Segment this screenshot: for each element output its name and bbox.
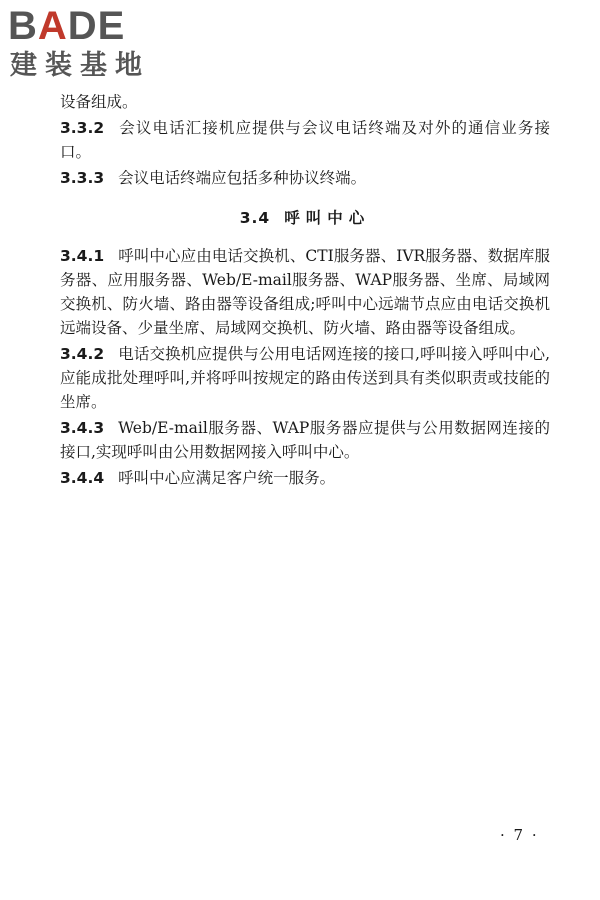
clause-text: 电话交换机应提供与公用电话网连接的接口,呼叫接入呼叫中心,应能成批处理呼叫,并将呼叫按规定的路由传送到具有类似职责或技能的坐席。: [60, 345, 550, 411]
clause-text: 会议电话汇接机应提供与会议电话终端及对外的通信业务接口。: [60, 119, 550, 161]
clause-3-4-1: [60, 244, 550, 340]
clause-text: 呼叫中心应满足客户统一服务。: [118, 469, 336, 487]
logo-letters-de: DE: [67, 4, 126, 48]
clause-number: 3.3.2: [60, 119, 105, 137]
clause-number: 3.4.2: [60, 345, 105, 363]
intro-fragment: 设备组成。: [60, 93, 138, 111]
clause-text: 呼叫中心应由电话交换机、CTI服务器、IVR服务器、数据库服务器、应用服务器、Web/E-mail服务器、WAP服务器、坐席、局域网交换机、防火墙、路由器等设备组成;呼叫中心远端节点应由电话交换机远端设备、少量坐席、局域网交换机、防火墙、路由器等设备组成。: [60, 247, 550, 337]
section-number: 3.4: [239, 209, 271, 227]
page-number: · 7 ·: [500, 826, 539, 844]
logo-subtitle: 建装基地: [10, 50, 150, 81]
bade-logo: [8, 6, 178, 86]
logo-letter-a: A: [37, 4, 68, 48]
clause-3-4-4: [60, 466, 550, 490]
clause-number: 3.3.3: [60, 169, 105, 187]
section-title: 呼叫中心: [284, 209, 371, 227]
clause-3-4-2: [60, 342, 550, 414]
clause-text: Web/E-mail服务器、WAP服务器应提供与公用数据网连接的接口,实现呼叫由公用数据网接入呼叫中心。: [60, 419, 550, 461]
clause-text: 会议电话终端应包括多种协议终端。: [118, 169, 367, 187]
logo-wordmark: [8, 6, 125, 46]
clause-number: 3.4.3: [60, 419, 105, 437]
clause-3-4-3: [60, 416, 550, 464]
clause-3-3-2: [60, 116, 550, 164]
logo-letter-b: B: [8, 4, 38, 48]
clause-3-3-3: [60, 166, 550, 190]
section-heading: [60, 206, 550, 230]
clause-number: 3.4.4: [60, 469, 105, 487]
document-body: [60, 90, 550, 492]
clause-number: 3.4.1: [60, 247, 105, 265]
